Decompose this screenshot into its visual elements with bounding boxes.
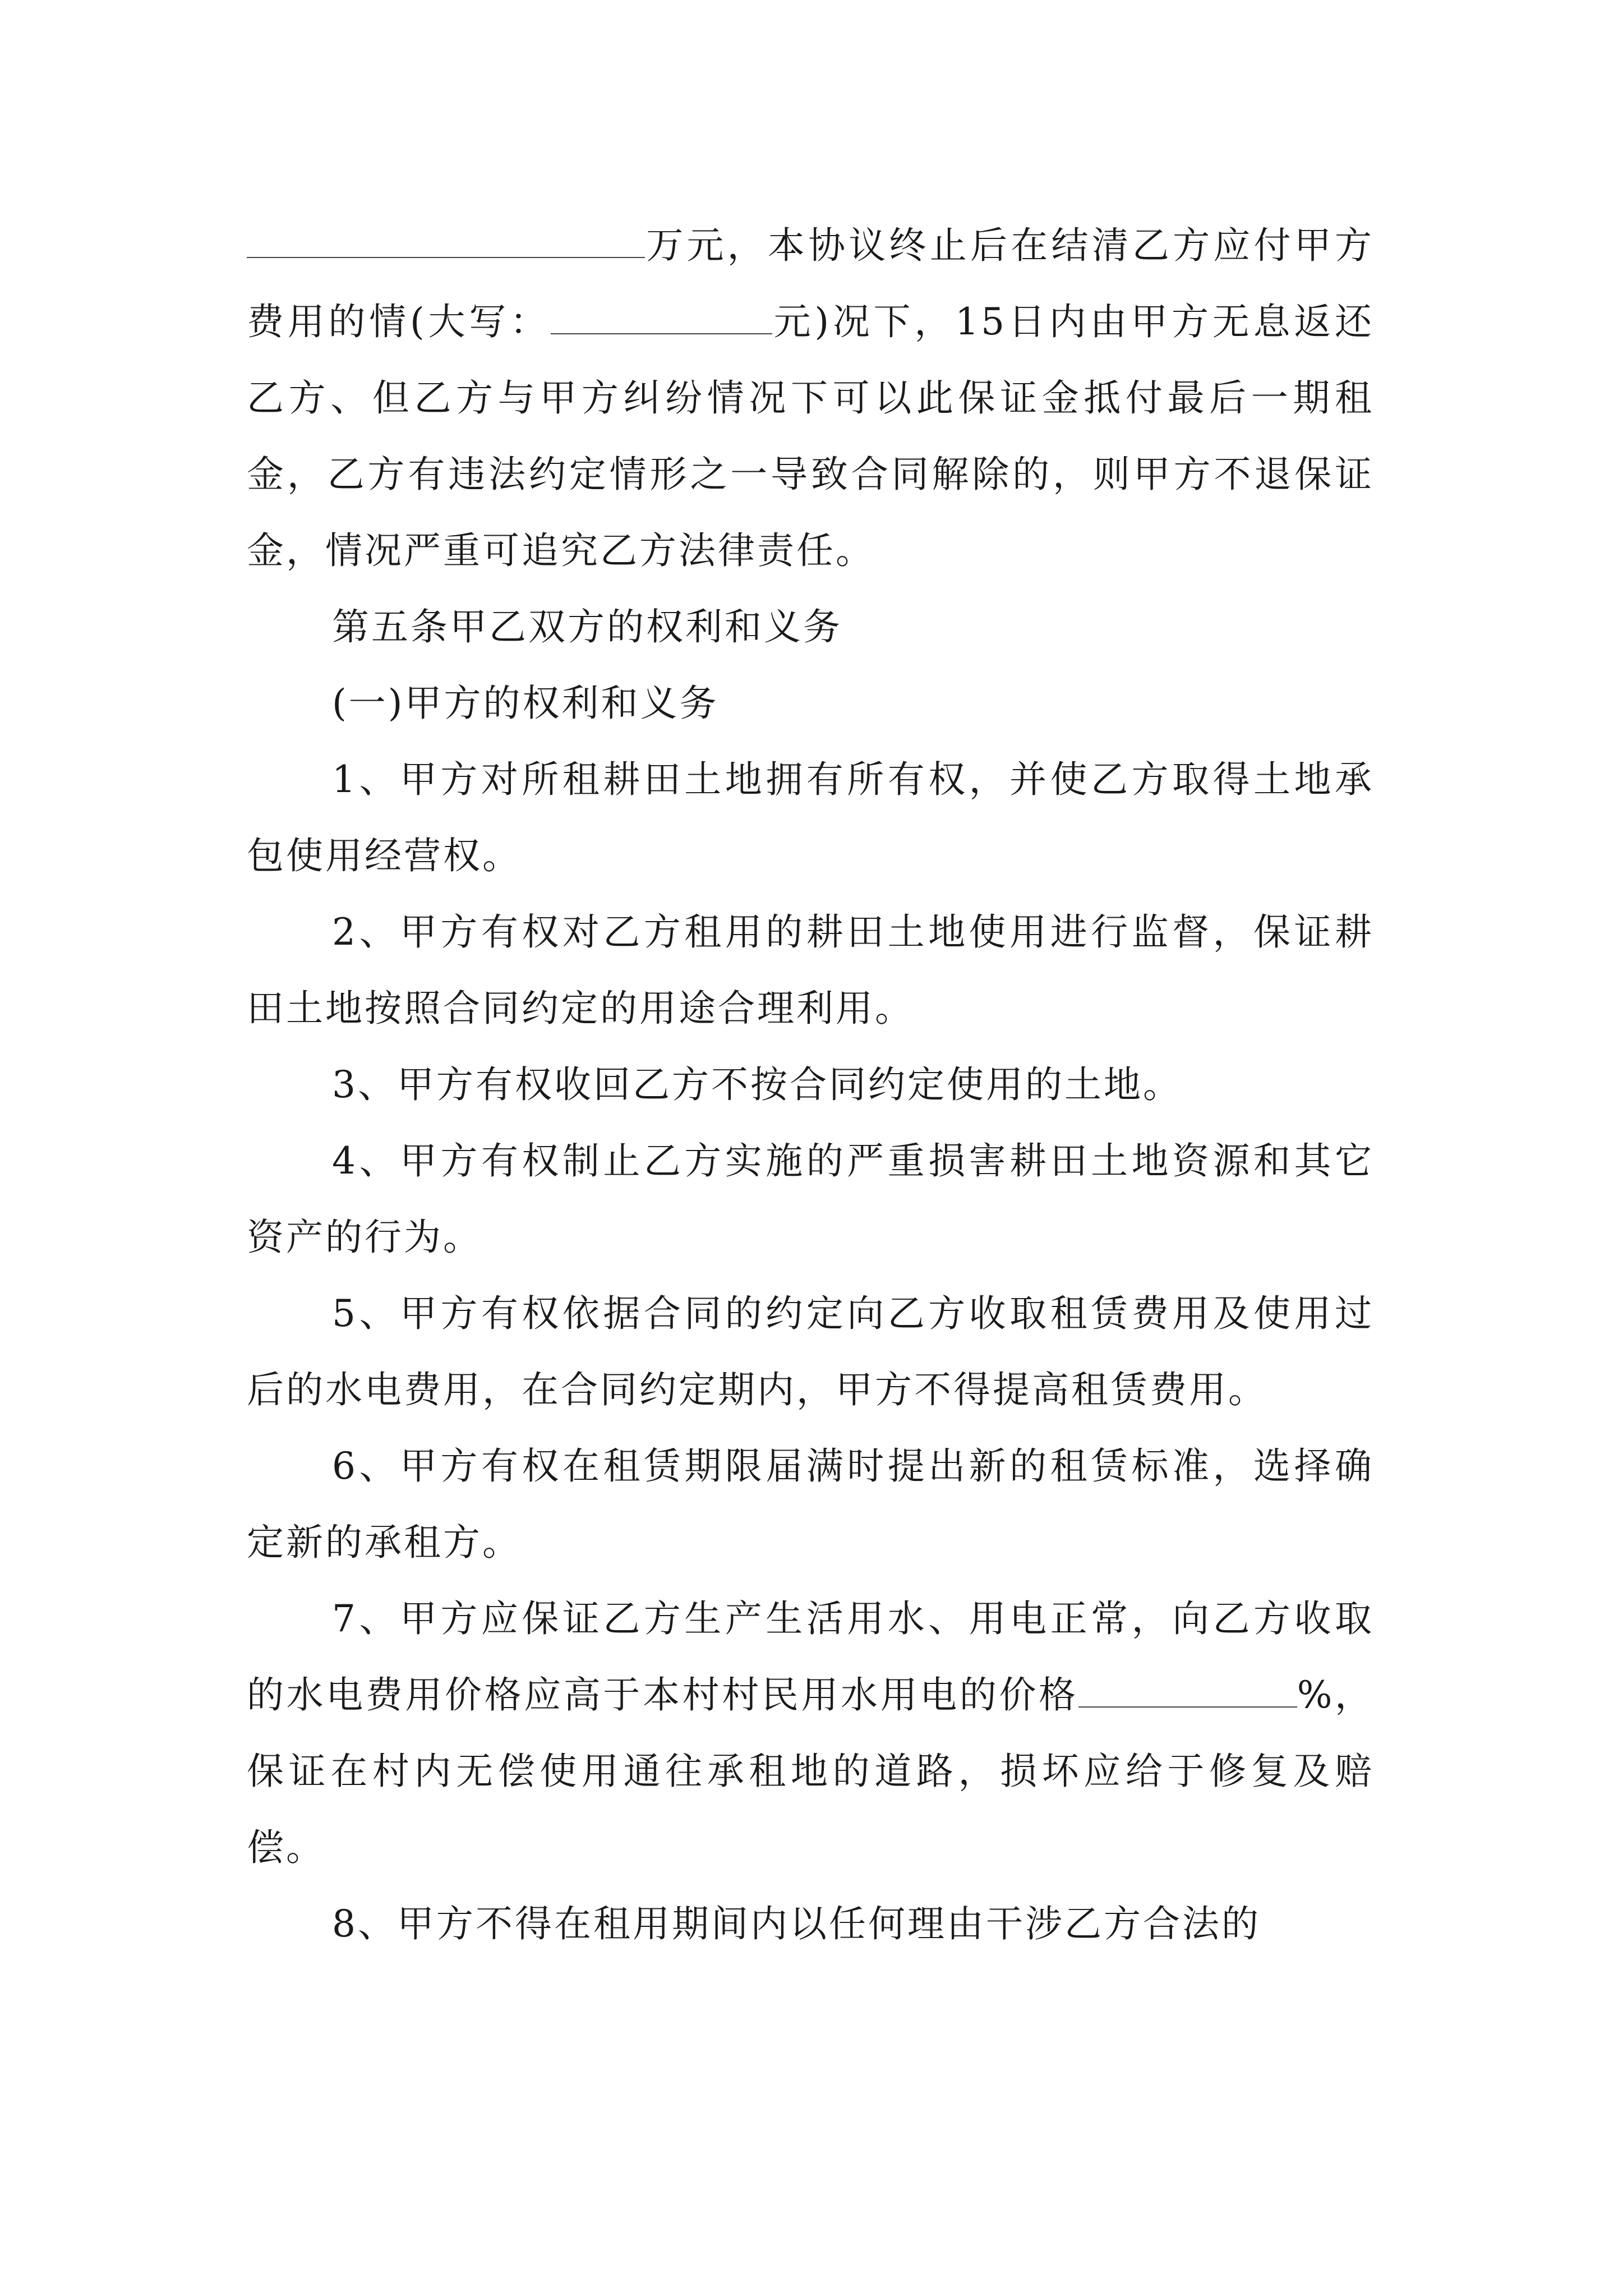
party-a-section-heading: (一)甲方的权利和义务 <box>332 682 719 725</box>
clause-5: 5、甲方有权依据合同的约定向乙方收取租赁费用及使用过后的水电费用，在合同约定期内，甲方不得提高租赁费用。 <box>247 1292 1374 1411</box>
clause-2: 2、甲方有权对乙方租用的耕田土地使用进行监督，保证耕田土地按照合同约定的用途合理利用。 <box>247 910 1374 1030</box>
article-5-heading: 第五条甲乙双方的权利和义务 <box>332 605 842 648</box>
paragraph-deposit <box>247 208 1374 589</box>
clause-4: 4、甲方有权制止乙方实施的严重损害耕田土地资源和其它资产的行为。 <box>247 1139 1374 1259</box>
fill-blank-capital-amount <box>551 294 772 334</box>
document-body <box>247 208 1374 1962</box>
clause-8: 8、甲方不得在租用期间内以任何理由干涉乙方合法的 <box>332 1902 1261 1945</box>
fill-blank-amount <box>247 218 645 258</box>
clause-7-text-b: %，保证在村内无偿使用通往承租地的道路，损坏应给于修复及赔偿。 <box>247 1673 1375 1869</box>
clause-3: 3、甲方有权收回乙方不按合同约定使用的土地。 <box>332 1063 1182 1106</box>
clause-7-text-a: 7、甲方应保证乙方生产生活用水、用电正常，向乙方收取的水电费用价格应高于本村村民用水用电的价格 <box>247 1597 1374 1717</box>
paragraph-deposit-text-a: 万元，本协议终止后在结清乙方应付甲方费用的情(大写： <box>247 224 1374 343</box>
clause-6: 6、甲方有权在租赁期限届满时提出新的租赁标准，选择确定新的承租方。 <box>247 1444 1374 1564</box>
clause-7 <box>247 1581 1374 1886</box>
clause-1: 1、甲方对所租耕田土地拥有所有权，并使乙方取得土地承包使用经营权。 <box>247 758 1374 877</box>
paragraph-deposit-text-b: 元)况下，15日内由甲方无息返还乙方、但乙方与甲方纠纷情况下可以此保证金抵付最后一期租金，乙方有违法约定情形之一导致合同解除的，则甲方不退保证金，情况严重可追究乙方法律责任。 <box>247 300 1374 572</box>
fill-blank-percentage <box>1078 1667 1297 1708</box>
